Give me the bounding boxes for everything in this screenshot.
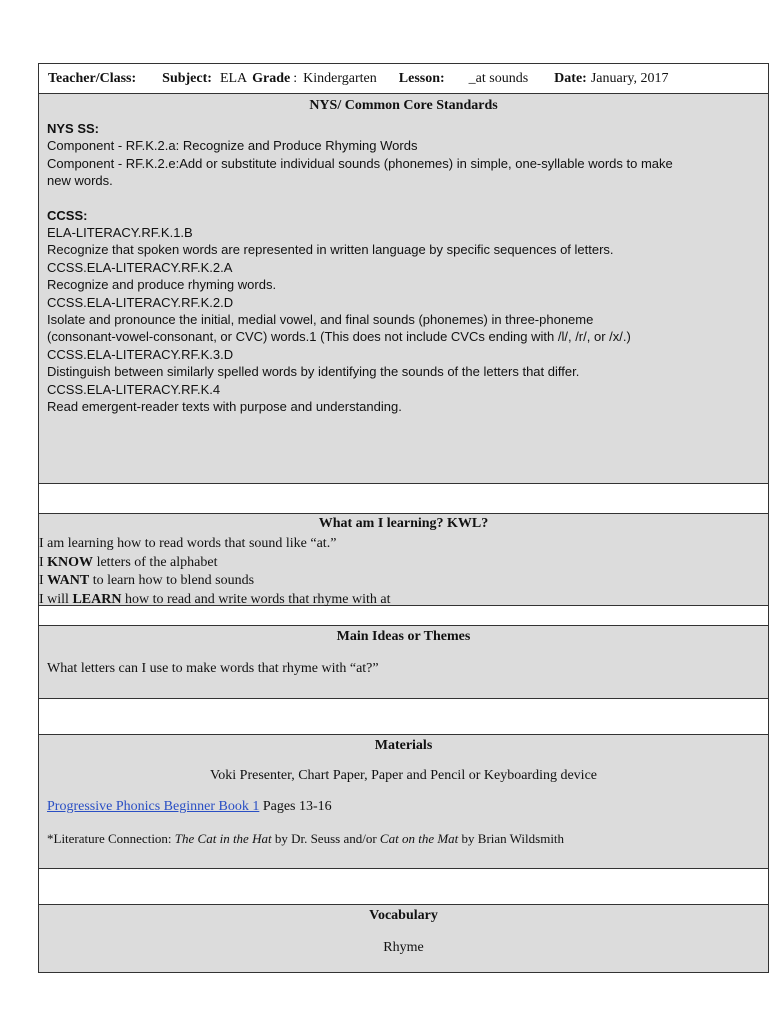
header-row — [38, 63, 769, 93]
lesson-value: _at sounds — [468, 70, 529, 86]
standards-body — [39, 120, 768, 416]
lesson-plan-document — [38, 63, 769, 973]
materials-title: Materials — [374, 738, 433, 753]
kwl-learn-line: I will LEARN how to read and write words that rhyme with at — [39, 591, 391, 607]
teacher-label: Teacher/Class: — [48, 70, 137, 86]
kwl-title: What am I learning? KWL? — [318, 516, 489, 531]
ccss-line: CCSS.ELA-LITERACY.RF.K.2.A — [47, 259, 233, 275]
ccss-heading: CCSS: — [47, 207, 88, 223]
date-value: January, 2017 — [590, 70, 669, 86]
subject-label: Subject: — [162, 70, 212, 86]
vocabulary-word: Rhyme — [383, 940, 424, 955]
nys-heading: NYS SS: — [47, 121, 100, 136]
materials-book-line: Progressive Phonics Beginner Book 1 Pages 13-16 — [47, 799, 332, 814]
ccss-line: Isolate and pronounce the initial, medial vowel, and final sounds (phonemes) in three-phoneme — [47, 312, 594, 328]
lesson-label: Lesson: — [398, 70, 445, 86]
subject-value: ELA — [219, 70, 248, 86]
standards-title: NYS/ Common Core Standards — [309, 98, 498, 113]
kwl-section — [38, 513, 769, 605]
ccss-line: Distinguish between similarly spelled words by identifying the sounds of the letters that differ. — [47, 364, 580, 380]
grade-separator: : — [293, 70, 298, 86]
grade-label: Grade — [252, 70, 291, 86]
ccss-line: Read emergent-reader texts with purpose and understanding. — [47, 399, 402, 415]
ccss-line: Recognize and produce rhyming words. — [47, 277, 277, 293]
ccss-line: ELA-LITERACY.RF.K.1.B — [47, 225, 193, 241]
kwl-body — [31, 535, 768, 609]
kwl-know-line: I KNOW letters of the alphabet — [39, 554, 218, 570]
spacer-row — [38, 698, 769, 734]
materials-section — [38, 734, 769, 868]
vocabulary-title: Vocabulary — [369, 908, 438, 923]
ccss-line: (consonant-vowel-consonant, or CVC) words.1 (This does not include CVCs ending with /l/, /r/, or /x/.) — [47, 329, 631, 345]
nys-line: new words. — [47, 173, 113, 189]
phonics-book-link[interactable]: Progressive Phonics Beginner Book 1 — [47, 799, 260, 814]
grade-value: Kindergarten — [303, 70, 377, 86]
kwl-line: I am learning how to read words that sound like “at.” — [39, 536, 337, 551]
spacer-row — [38, 483, 769, 513]
literature-connection: *Literature Connection: The Cat in the Hat by Dr. Seuss and/or Cat on the Mat by Brian Wildsmith — [47, 831, 565, 846]
ccss-line: Recognize that spoken words are represented in written language by specific sequences of letters. — [47, 242, 614, 258]
standards-section — [38, 93, 769, 483]
main-ideas-text: What letters can I use to make words that rhyme with “at?” — [47, 661, 379, 676]
main-ideas-title: Main Ideas or Themes — [336, 629, 471, 644]
ccss-line: CCSS.ELA-LITERACY.RF.K.4 — [47, 381, 221, 397]
nys-line: Component - RF.K.2.e:Add or substitute individual sounds (phonemes) in simple, one-syllable words to make — [47, 155, 673, 171]
nys-line: Component - RF.K.2.a: Recognize and Produce Rhyming Words — [47, 138, 418, 154]
vocabulary-section — [38, 904, 769, 973]
kwl-want-line: I WANT to learn how to blend sounds — [39, 573, 255, 588]
spacer-row — [38, 868, 769, 904]
ccss-line: CCSS.ELA-LITERACY.RF.K.3.D — [47, 346, 234, 362]
main-ideas-section — [38, 625, 769, 698]
ccss-line: CCSS.ELA-LITERACY.RF.K.2.D — [47, 294, 234, 310]
materials-list: Voki Presenter, Chart Paper, Paper and Pencil or Keyboarding device — [209, 768, 597, 783]
date-label: Date: — [554, 70, 587, 86]
